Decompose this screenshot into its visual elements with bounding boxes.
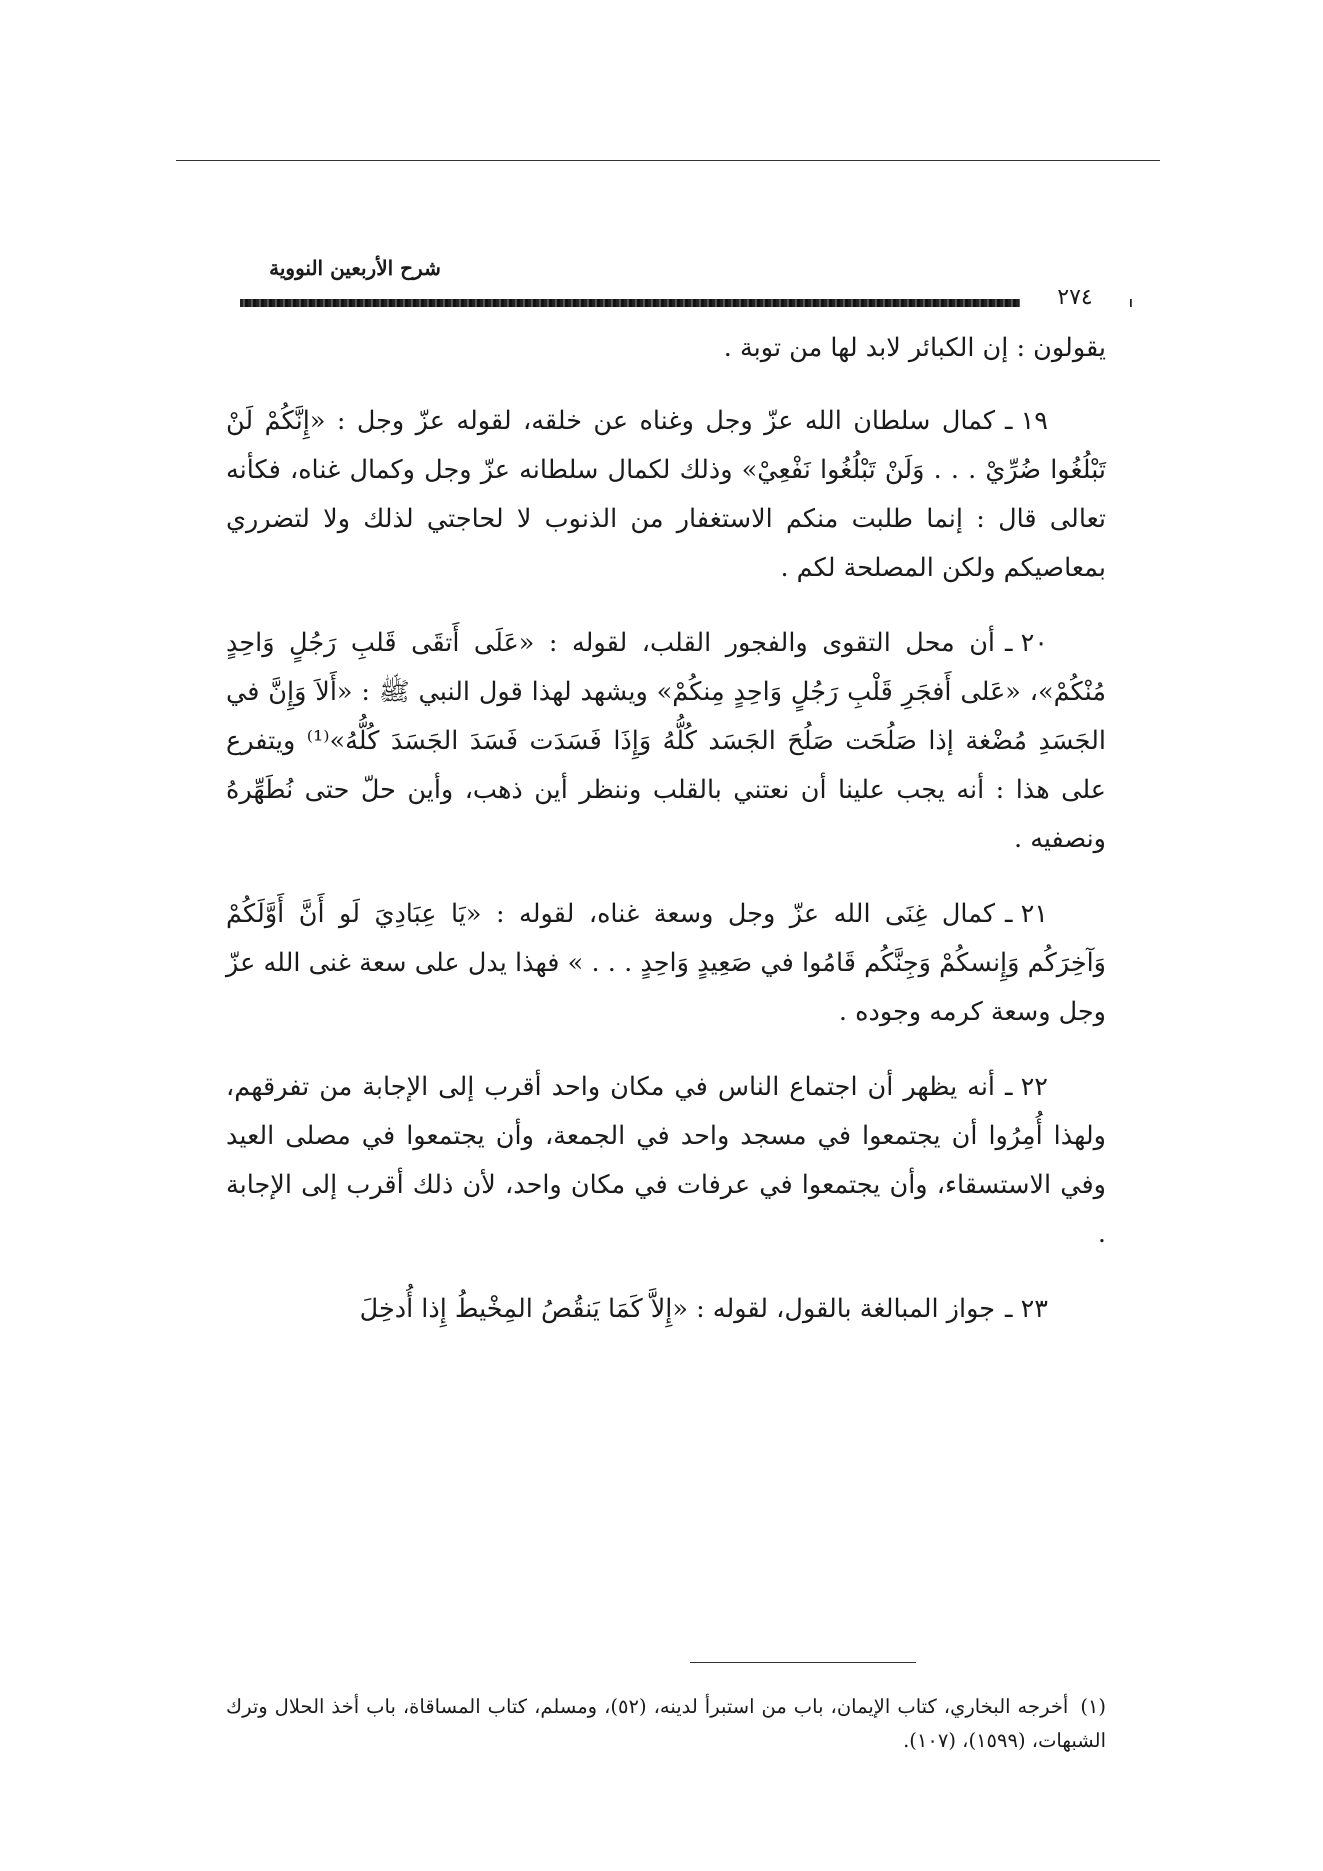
paragraph-number: ٢٢ ـ <box>1005 1072 1048 1102</box>
paragraph-number: ٢١ ـ <box>1005 899 1048 929</box>
running-title: شرح الأربعين النووية <box>269 256 441 280</box>
paragraph-number: ٢٣ ـ <box>1005 1294 1048 1324</box>
paragraph-number: ٢٠ ـ <box>1005 628 1048 658</box>
header-rule <box>240 299 1132 307</box>
paragraph-19 <box>226 397 1106 593</box>
paragraph-21 <box>226 890 1106 1037</box>
footnote-number: (١) <box>1080 1695 1107 1718</box>
page-number: ٢٧٤ <box>1020 285 1130 310</box>
paragraph-20 <box>226 619 1106 864</box>
paragraph: يقولون : إن الكبائر لابد لها من توبة . <box>723 333 1106 363</box>
footnote <box>226 1690 1106 1758</box>
main-text <box>226 324 1106 1360</box>
paragraph-23 <box>226 1285 1106 1334</box>
paragraph-text: أنه يظهر أن اجتماع الناس في مكان واحد أقرب إلى الإجابة من تفرقهم، ولهذا أُمِرُوا أن يجتمعوا في مسجد واحد في الجمعة، وأن يجتمعوا في مصلى العيد وفي الاستسقاء، وأن يجتمعوا في عرفات في مكان واحد، لأن ذلك أقرب إلى الإجابة . <box>226 1072 1106 1249</box>
paragraph-text: جواز المبالغة بالقول، لقوله : «إِلاَّ كَمَا يَنقُصُ المِخْيطُ إِذا أُدخِلَ <box>359 1294 996 1324</box>
paragraph-text: أن محل التقوى والفجور القلب، لقوله : «عَلَى أَتقَى قَلبِ رَجُلٍ وَاحِدٍ مُنْكُمْ»، «عَلى أَفجَرِ قَلْبِ رَجُلٍ وَاحِدٍ مِنكُمْ» ويشهد لهذا قول النبي ﷺ : «أَلاَ وَإِنَّ في الجَسَدِ مُضْغة إذا صَلُحَت صَلُحَ الجَسَد كُلُّهُ وَإِذَا فَسَدَت فَسَدَ الجَسَدَ كُلُّهُ»⁽¹⁾ ويتفرع على هذا : أنه يجب علينا أن نعتني بالقلب وننظر أين ذهب، وأين حلّ حتى نُطَهِّرهُ ونصفيه . <box>226 628 1106 854</box>
top-rule <box>176 160 1160 161</box>
paragraph-text: كمال سلطان الله عزّ وجل وغناه عن خلقه، لقوله عزّ وجل : «إِنَّكُمْ لَنْ تَبْلُغُوا ضُرِّيْ . . . وَلَنْ تَبْلُغُوا نَفْعِيْ» وذلك لكمال سلطانه عزّ وجل وكمال غناه، فكأنه تعالى قال : إنما طلبت منكم الاستغفار من الذنوب لا لحاجتي لذلك ولا لتضرري بمعاصيكم ولكن المصلحة لكم . <box>226 406 1106 583</box>
paragraph-number: ١٩ ـ <box>1005 406 1048 436</box>
paragraph-text: كمال غِنَى الله عزّ وجل وسعة غناه، لقوله : «يَا عِبَادِيَ لَو أَنَّ أَوَّلَكُمْ وَآخِرَكُم وَإِنسكُمْ وَجِنَّكُم قَامُوا في صَعِيدٍ وَاحِدٍ . . . » فهذا يدل على سعة غنى الله عزّ وجل وسعة كرمه وجوده . <box>226 899 1106 1027</box>
paragraph-22 <box>226 1063 1106 1259</box>
footnote-rule <box>690 1662 916 1663</box>
footnote-text: أخرجه البخاري، كتاب الإيمان، باب من استبرأ لدينه، (٥٢)، ومسلم، كتاب المساقاة، باب أخذ الحلال وترك الشبهات، (١٥٩٩)، (١٠٧). <box>226 1695 1106 1752</box>
